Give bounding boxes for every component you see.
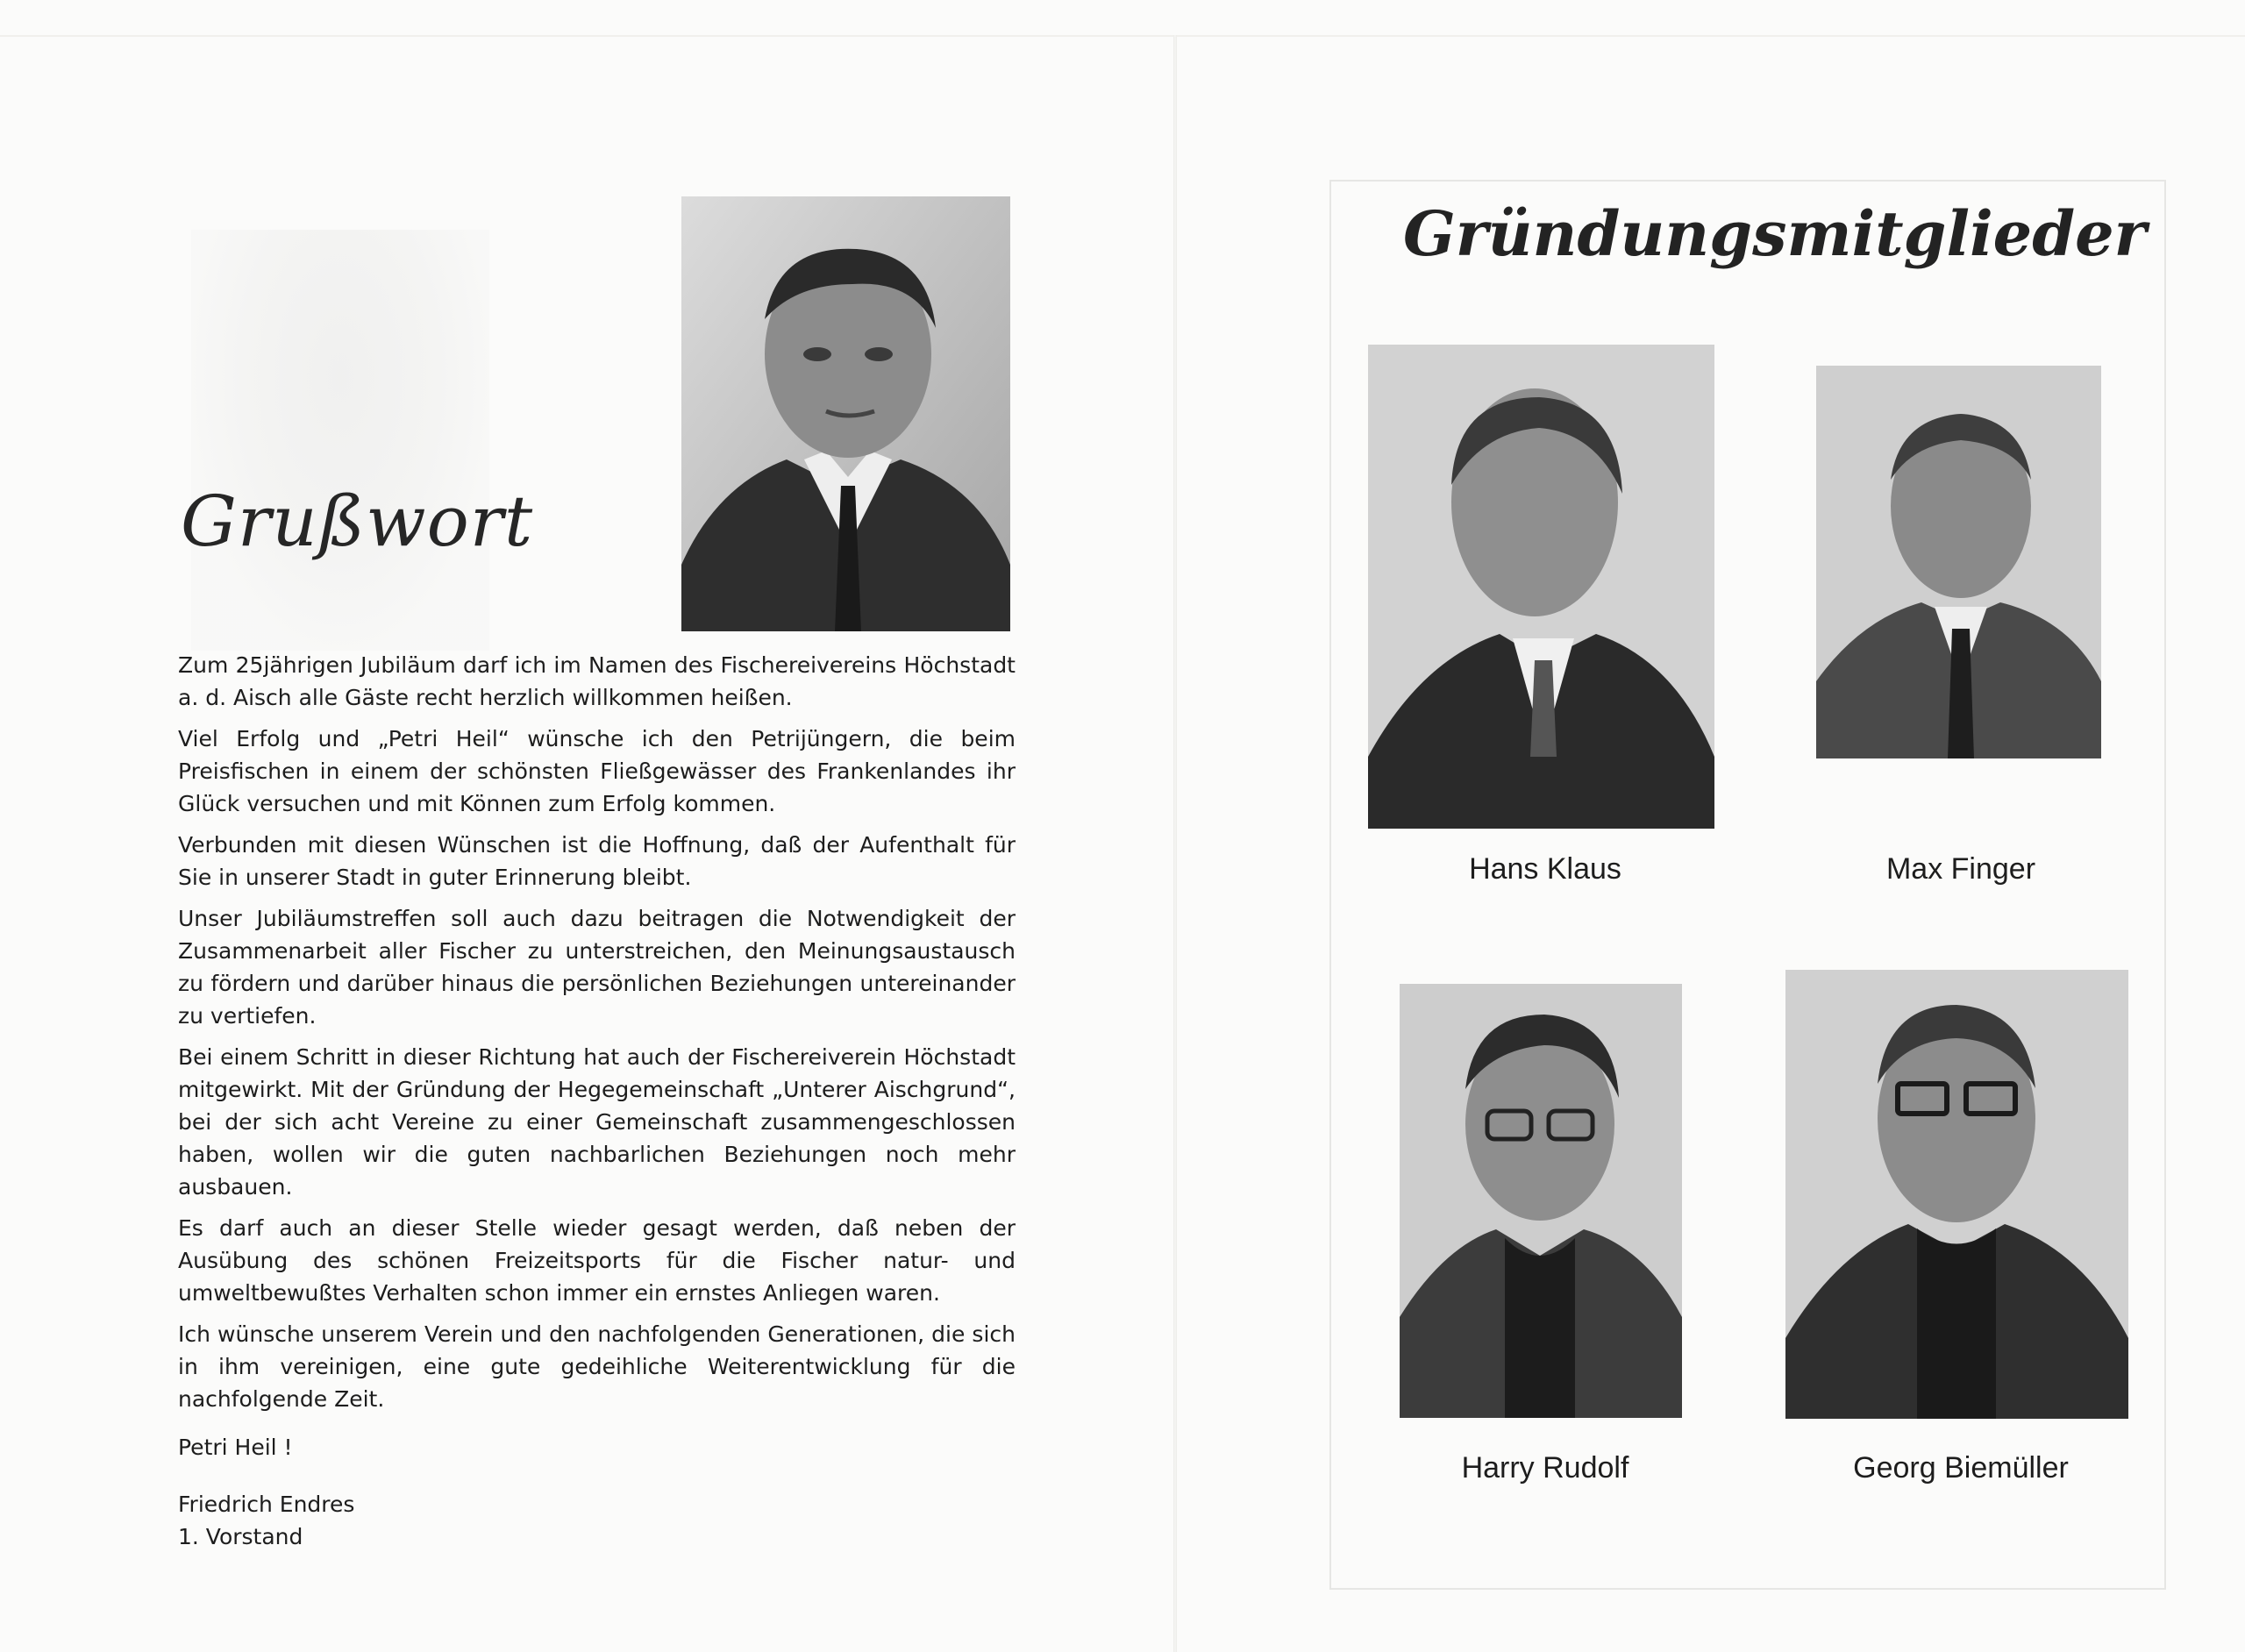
member-photo-harry-rudolf (1400, 984, 1682, 1418)
letter-paragraph: Es darf auch an dieser Stelle wieder gesagt werden, daß neben der Ausübung des schönen Freizeitsports für die Fischer natur- und umweltbewußtes Verhalten schon immer ein ernstes Anliegen waren. (178, 1215, 1016, 1306)
member-name: Harry Rudolf (1461, 1451, 1629, 1485)
page-title-members: Gründungsmitglieder (1403, 197, 2147, 270)
welcome-letter (178, 649, 1016, 1553)
member-name: Max Finger (1885, 852, 2036, 886)
member-name: Hans Klaus (1469, 852, 1621, 886)
signature-block (178, 1488, 1016, 1553)
member-name: Georg Biemüller (1853, 1451, 2069, 1485)
signer-role: 1. Vorstand (178, 1524, 303, 1549)
page-title-grusswort: Grußwort (181, 481, 534, 562)
bleed-through-portrait (191, 230, 489, 651)
letter-paragraph: Unser Jubiläumstreffen soll auch dazu beitragen die Notwendigkeit der Zusammenarbeit aller Fischer zu unterstreichen, den Meinungsaustausch zu fördern und darüber hinaus die persönlichen Beziehungen untereinander zu vertiefen. (178, 906, 1016, 1029)
member-photo-hans-klaus (1368, 345, 1714, 829)
center-fold (1173, 35, 1177, 1652)
letter-paragraph: Zum 25jährigen Jubiläum darf ich im Namen des Fischereivereins Höchstadt a. d. Aisch alle Gäste recht herzlich willkommen heißen. (178, 652, 1016, 710)
letter-paragraph: Verbunden mit diesen Wünschen ist die Hoffnung, daß der Aufenthalt für Sie in unserer Stadt in guter Erinnerung bleibt. (178, 832, 1016, 890)
letter-paragraph: Viel Erfolg und „Petri Heil“ wünsche ich den Petrijüngern, die beim Preisfischen in einem der schönsten Fließgewässer des Frankenlandes ihr Glück versuchen und mit Können zum Erfolg kommen. (178, 726, 1016, 816)
signer-name: Friedrich Endres (178, 1492, 355, 1517)
letter-paragraph: Bei einem Schritt in dieser Richtung hat auch der Fischereiverein Höchstadt mitgewirkt. Mit der Gründung der Hegegemeinschaft „Unterer Aischgrund“, bei der sich acht Vereine zu einer Gemeinschaft zusammengeschlossen haben, wollen wir die guten nachbarlichen Beziehungen noch mehr ausbauen. (178, 1044, 1016, 1200)
member-photo-georg-biemueller (1785, 970, 2128, 1419)
member-photo-max-finger (1816, 366, 2101, 758)
chairman-portrait-photo (681, 196, 1010, 631)
letter-closing: Petri Heil ! (178, 1435, 293, 1460)
page-edge (0, 35, 2245, 37)
letter-paragraph: Ich wünsche unserem Verein und den nachfolgenden Generationen, die sich in ihm vereinigen, eine gute gedeihliche Weiterentwicklung für die nachfolgende Zeit. (178, 1321, 1016, 1412)
